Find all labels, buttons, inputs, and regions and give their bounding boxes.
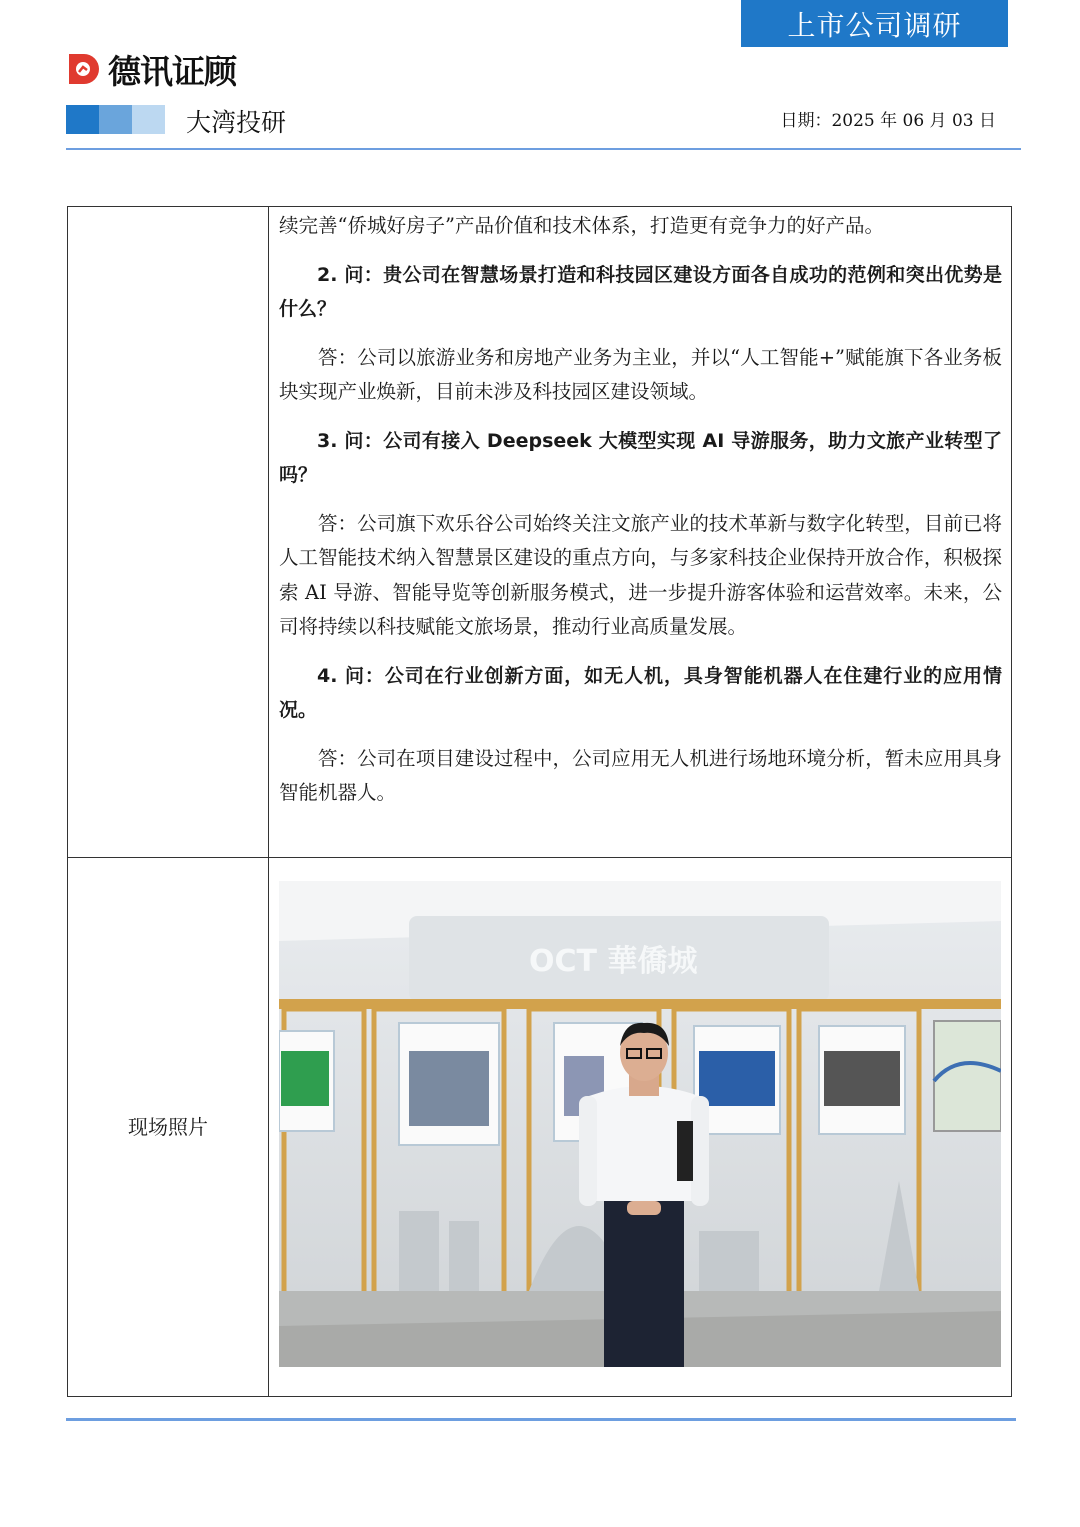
answer-2: 答：公司以旅游业务和房地产业务为主业，并以“人工智能+”赋能旗下各业务板块实现产业焕新，目前未涉及科技园区建设领域。 [279, 345, 1002, 403]
section-color-bars [66, 105, 165, 134]
qa-content [279, 209, 1002, 825]
answer-3: 答：公司旗下欢乐谷公司始终关注文旅产业的技术革新与数字化转型，目前已将人工智能技术纳入智慧景区建设的重点方向，与多家科技企业保持开放合作，积极探索 AI 导游、智能导览等创新服务模式，进一步提升游客体验和运营效率。未来，公司将持续以科技赋能文旅场景，推动行业高质量发展。 [279, 511, 1002, 638]
research-table [67, 206, 1012, 1397]
question-4: 4. 问：公司在行业创新方面，如无人机，具身智能机器人在住建行业的应用情况。 [279, 664, 1002, 721]
logo-mark-icon [66, 52, 100, 86]
section-title: 大湾投研 [186, 108, 287, 137]
footer-divider [66, 1418, 1016, 1421]
logo-text: 德讯证顾 [108, 51, 236, 91]
qa-continuation: 续完善“侨城好房子”产品价值和技术体系，打造更有竞争力的好产品。 [279, 214, 884, 237]
question-2: 2. 问：贵公司在智慧场景打造和科技园区建设方面各自成功的范例和突出优势是什么？ [279, 263, 1002, 320]
report-date: 日期：2025 年 06 月 03 日 [780, 111, 996, 131]
question-3: 3. 问：公司有接入 Deepseek 大模型实现 AI 导游服务，助力文旅产业转型了吗？ [279, 429, 1002, 486]
photo-label: 现场照片 [128, 1115, 208, 1139]
header-divider [66, 148, 1021, 150]
site-photo [279, 881, 1001, 1367]
oct-sign: OCT 華僑城 [529, 944, 698, 979]
report-type-tag: 上市公司调研 [741, 0, 1008, 47]
company-logo [66, 50, 236, 91]
answer-4: 答：公司在项目建设过程中，公司应用无人机进行场地环境分析，暂未应用具身智能机器人。 [279, 746, 1002, 804]
